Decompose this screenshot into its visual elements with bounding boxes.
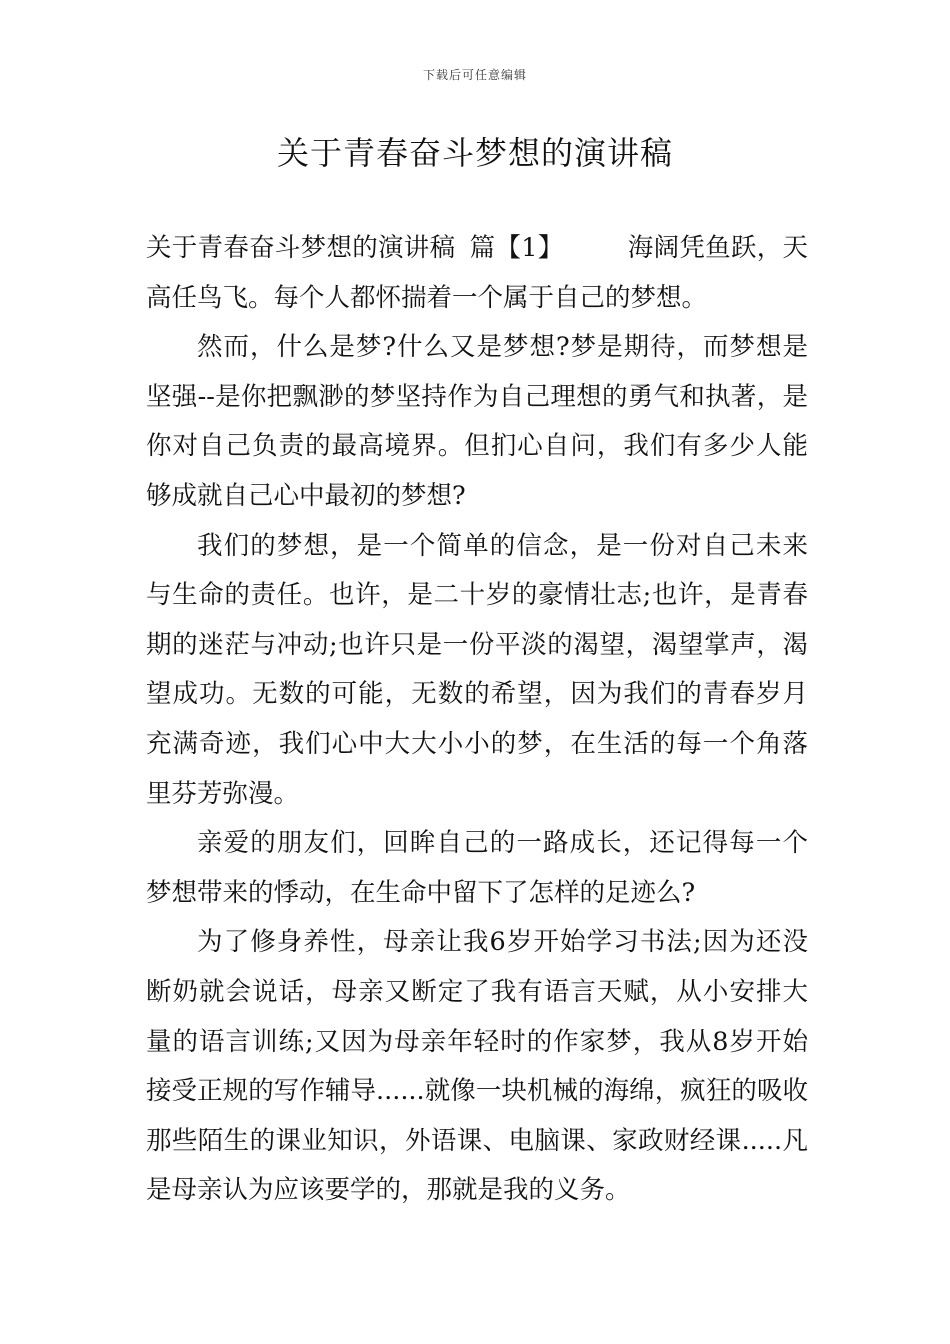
header-note: 下载后可任意编辑 xyxy=(422,68,527,82)
paragraph: 亲爱的朋友们，回眸自己的一路成长，还记得每一个梦想带来的悸动，在生命中留下了怎样的足迹么? xyxy=(146,828,808,908)
document-title: 关于青春奋斗梦想的演讲稿 xyxy=(276,134,673,172)
paragraph: 然而，什么是梦?什么又是梦想?梦是期待，而梦想是坚强--是你把飘渺的梦坚持作为自己理想的勇气和执著，是你对自己负责的最高境界。但扪心自问，我们有多少人能够成就自己心中最初的梦想? xyxy=(146,332,808,511)
opening-heading: 关于青春奋斗梦想的演讲稿 xyxy=(146,233,456,263)
opening-paragraph xyxy=(146,224,808,323)
opening-text: 海阔凭鱼跃，天高任鸟飞。每个人都怀揣着一个属于自己的梦想。 xyxy=(146,233,808,313)
paragraph: 我们的梦想，是一个简单的信念，是一份对自己未来与生命的责任。也许，是二十岁的豪情壮志;也许，是青春期的迷茫与冲动;也许只是一份平淡的渴望，渴望掌声，渴望成功。无数的可能，无数的希望，因为我们的青春岁月充满奇迹，我们心中大大小小的梦，在生活的每一个角落里芬芳弥漫。 xyxy=(146,530,808,809)
opening-part-label: 篇【1】 xyxy=(469,233,564,263)
document-body xyxy=(146,224,808,1216)
paragraph: 为了修身养性，母亲让我6岁开始学习书法;因为还没断奶就会说话，母亲又断定了我有语言天赋，从小安排大量的语言训练;又因为母亲年轻时的作家梦，我从8岁开始接受正规的写作辅导......就像一块机械的海绵，疯狂的吸收那些陌生的课业知识，外语课、电脑课、家政财经课.....凡是母亲认为应该要学的，那就是我的义务。 xyxy=(146,927,808,1206)
